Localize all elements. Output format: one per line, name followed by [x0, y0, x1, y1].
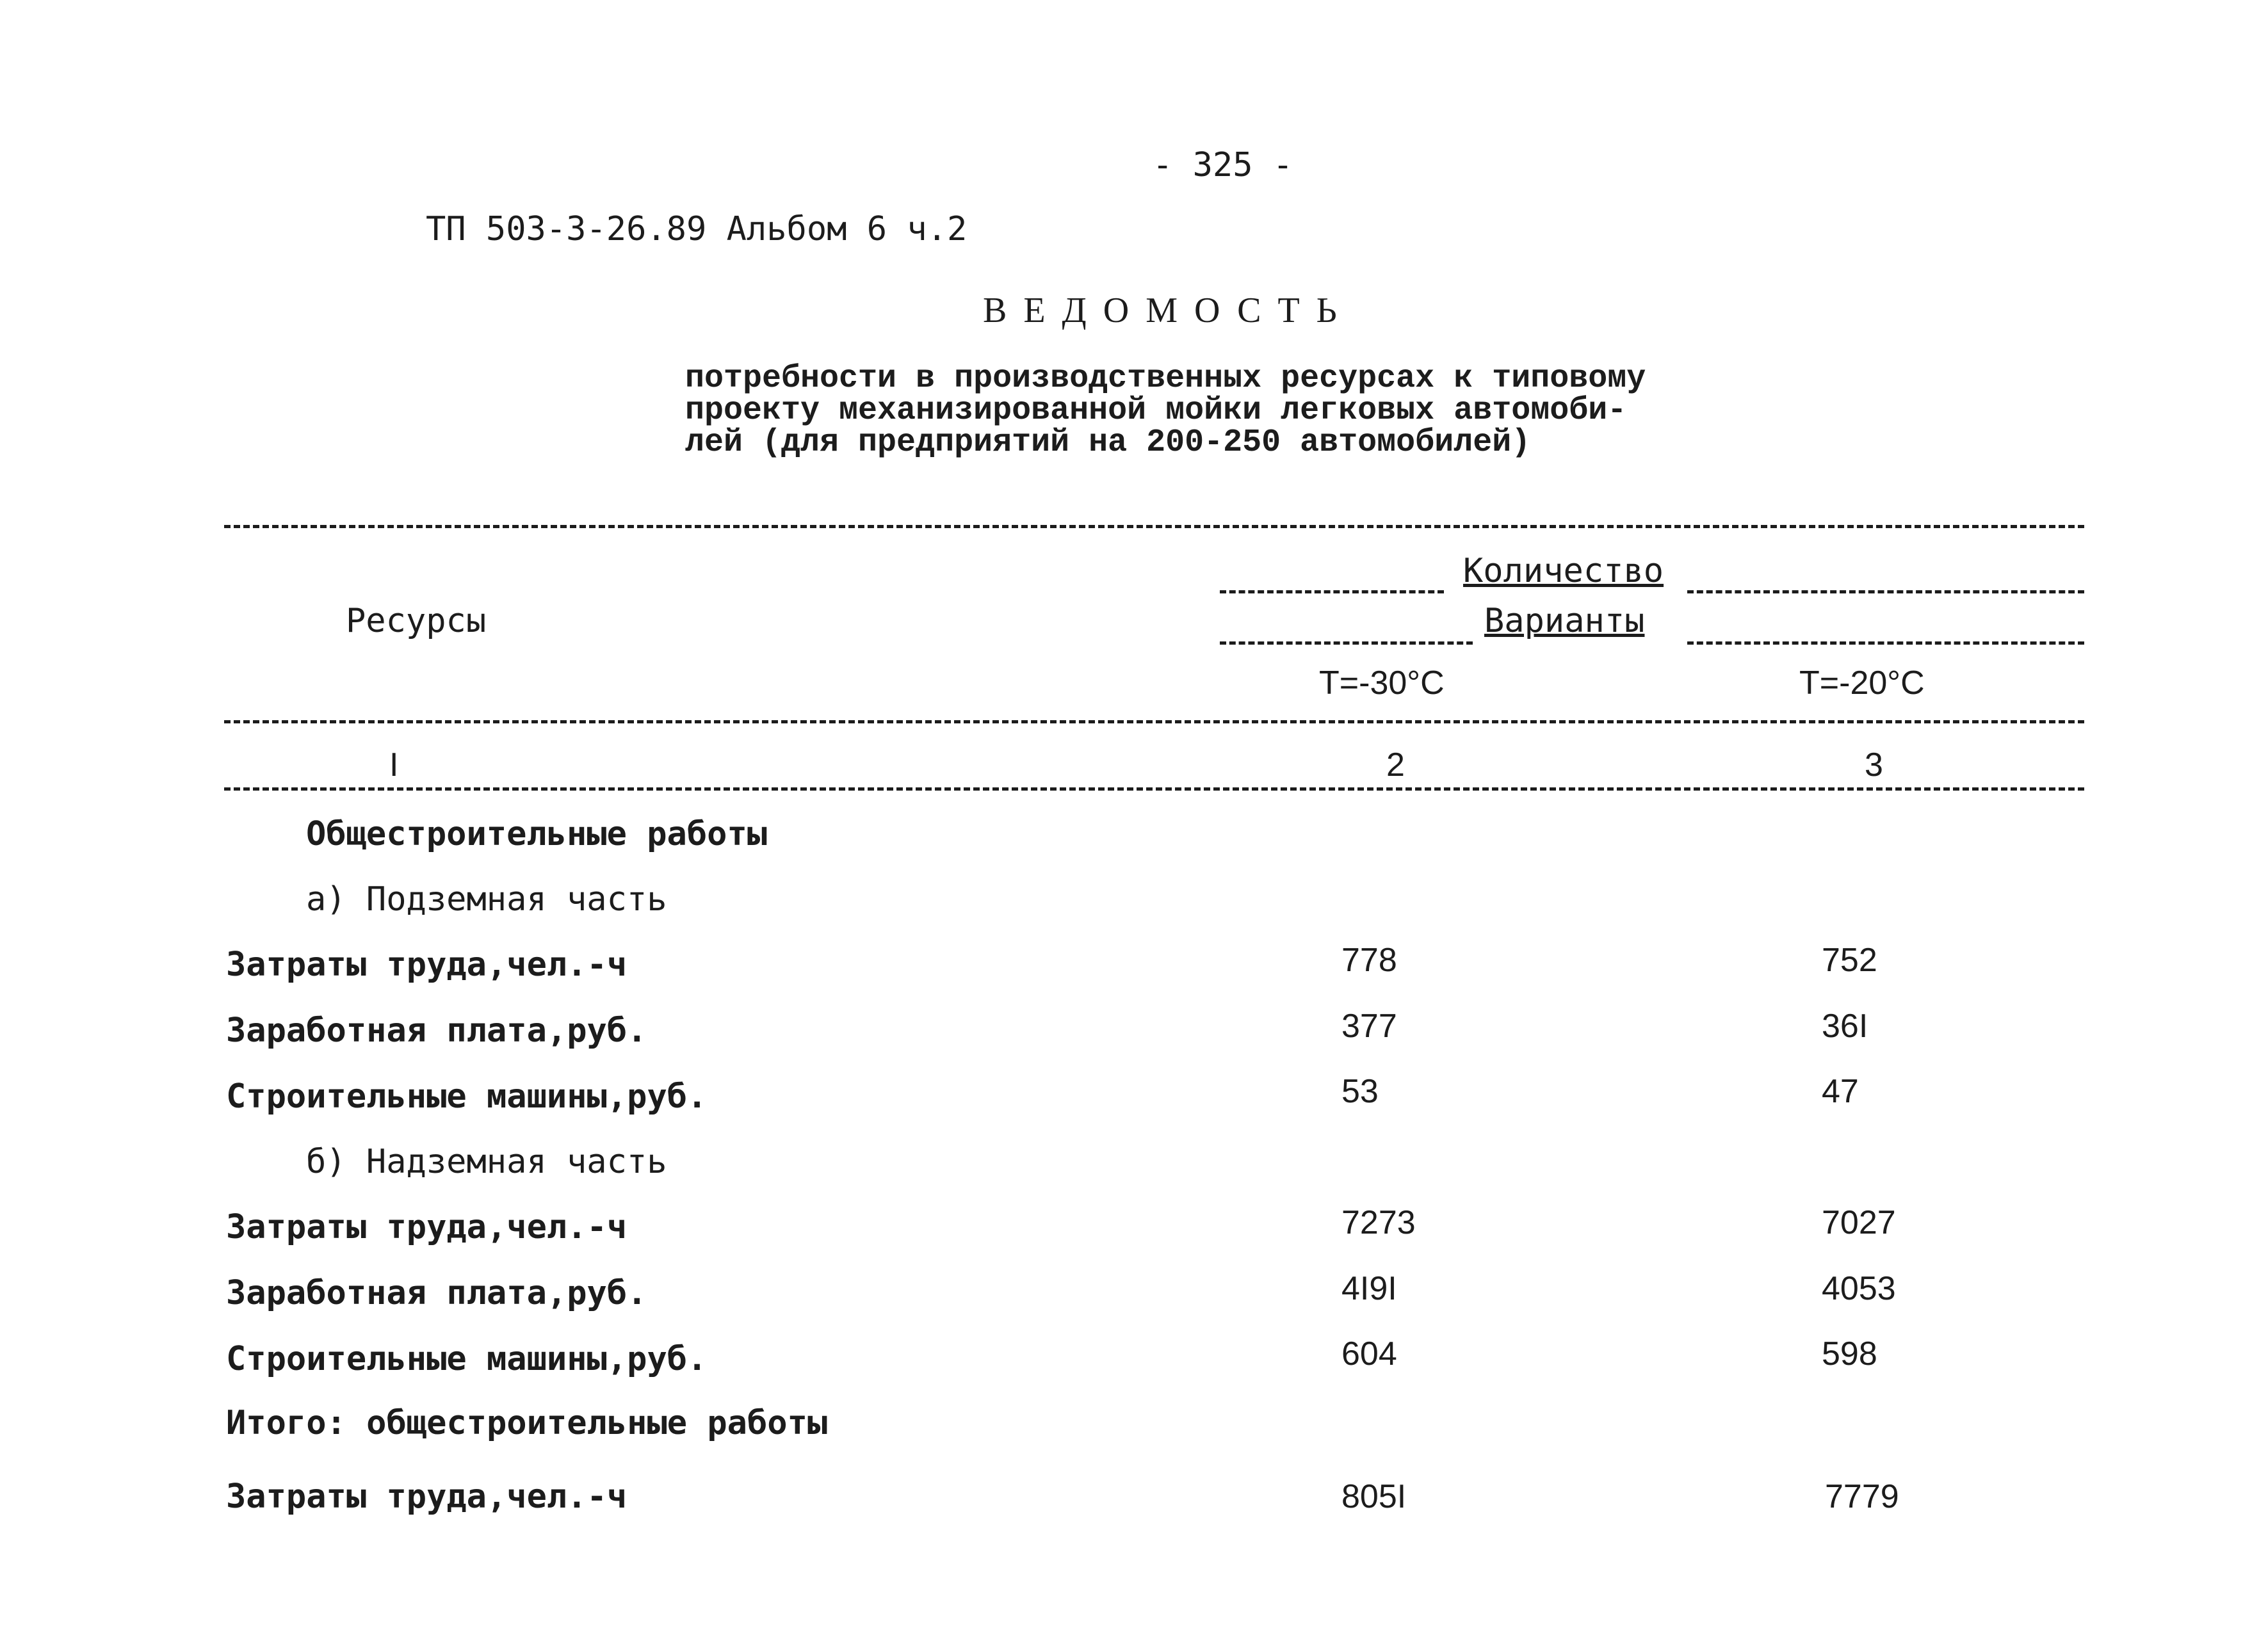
variants-rule-right: [1687, 641, 2084, 645]
subtitle-line-3: лей (для предприятий на 200-250 автомобилей): [685, 424, 1531, 461]
row-label: Заработная плата,руб.: [226, 1274, 647, 1312]
row-value-v2: 7779: [1825, 1478, 1899, 1515]
subtitle-line-2: проекту механизированной мойки легковых автомоби-: [685, 392, 1627, 429]
row-value-v2: 47: [1822, 1073, 1859, 1110]
row-value-v1: 778: [1341, 942, 1397, 979]
quantity-rule-left: [1220, 590, 1444, 593]
quantity-rule-right: [1687, 590, 2084, 593]
row-label: Заработная плата,руб.: [226, 1011, 647, 1050]
col-number-2: 2: [1386, 746, 1405, 784]
row-label: Затраты труда,чел.-ч: [226, 1208, 628, 1246]
table-top-rule: [224, 525, 2084, 528]
col-number-3: 3: [1865, 746, 1883, 784]
row-label: Общестроительные работы: [306, 815, 768, 853]
row-value-v2: 36I: [1822, 1008, 1868, 1045]
row-label: а) Подземная часть: [306, 880, 667, 919]
document-code: ТП 503-3-26.89 Альбом 6 ч.2: [426, 210, 968, 248]
row-value-v1: 805I: [1341, 1478, 1407, 1515]
header-resources: Ресурсы: [346, 602, 487, 640]
row-value-v1: 7273: [1341, 1204, 1416, 1241]
header-variants: Варианты: [1484, 602, 1645, 640]
row-label: Строительные машины,руб.: [226, 1077, 708, 1116]
row-value-v1: 377: [1341, 1008, 1397, 1045]
subtitle-line-1: потребности в производственных ресурсах к типовому: [685, 360, 1646, 397]
row-value-v1: 604: [1341, 1335, 1397, 1372]
row-label: Итого: общестроительные работы: [226, 1404, 828, 1442]
row-label: б) Надземная часть: [306, 1143, 667, 1181]
row-label: Затраты труда,чел.-ч: [226, 946, 628, 984]
row-label: Строительные машины,руб.: [226, 1340, 708, 1378]
row-value-v2: 4053: [1822, 1270, 1896, 1307]
row-value-v1: 53: [1341, 1073, 1379, 1110]
row-label: Затраты труда,чел.-ч: [226, 1477, 628, 1516]
page-number: - 325 -: [1153, 146, 1293, 184]
row-value-v1: 4I9I: [1341, 1270, 1397, 1307]
col-number-rule: [224, 787, 2084, 791]
row-value-v2: 598: [1822, 1335, 1877, 1372]
header-variant-2: Т=-20°С: [1799, 664, 1925, 702]
document-title: ВЕДОМОСТЬ: [983, 291, 1354, 330]
header-quantity: Количество: [1463, 552, 1664, 590]
variants-rule-left: [1220, 641, 1473, 645]
row-value-v2: 7027: [1822, 1204, 1896, 1241]
col-number-1: I: [389, 746, 399, 784]
header-bottom-rule: [224, 720, 2084, 723]
header-variant-1: Т=-30°С: [1319, 664, 1445, 702]
row-value-v2: 752: [1822, 942, 1877, 979]
